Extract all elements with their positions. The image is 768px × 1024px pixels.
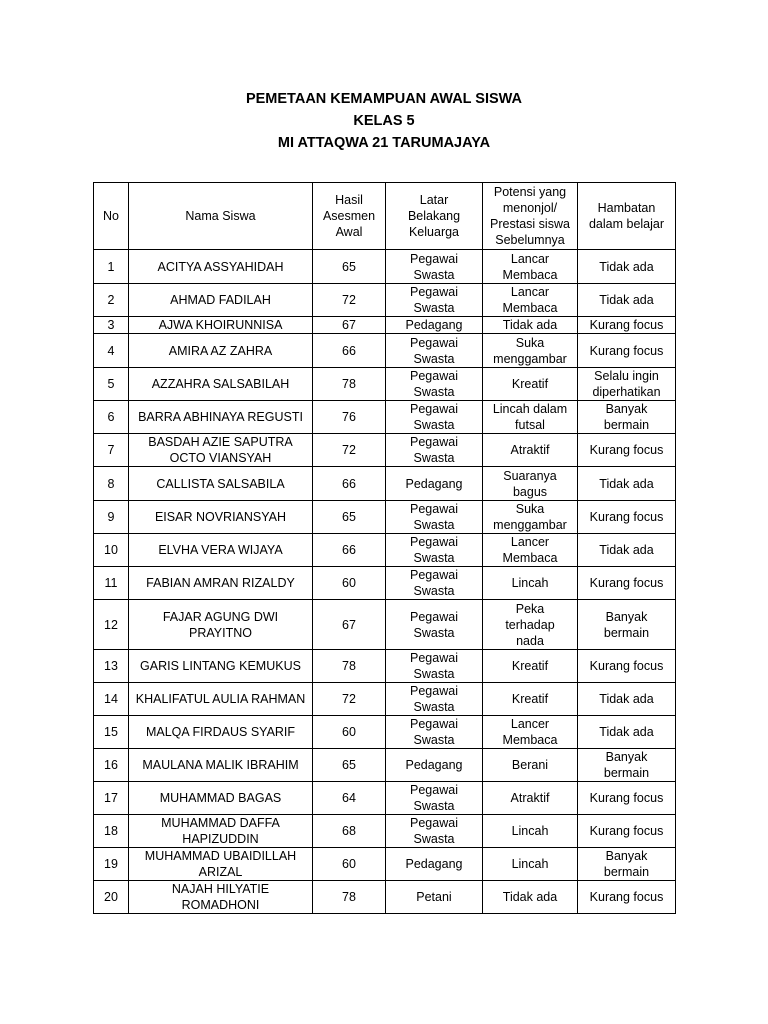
- header-potensi: Potensi yang menonjol/ Prestasi siswa Sebelumnya: [483, 183, 578, 250]
- cell-potensi: Tidak ada: [483, 317, 578, 334]
- cell-latar-belakang: Pegawai Swasta: [386, 567, 483, 600]
- cell-hasil-asesmen: 66: [313, 334, 386, 368]
- table-row: [94, 782, 676, 815]
- cell-nama-siswa: MUHAMMAD BAGAS: [129, 782, 313, 815]
- cell-hambatan: Banyak bermain: [578, 848, 676, 881]
- cell-latar-belakang: Pegawai Swasta: [386, 650, 483, 683]
- cell-hasil-asesmen: 72: [313, 284, 386, 317]
- cell-latar-belakang: Pegawai Swasta: [386, 401, 483, 434]
- cell-potensi: Lancar Membaca: [483, 284, 578, 317]
- cell-hasil-asesmen: 65: [313, 749, 386, 782]
- cell-potensi: Kreatif: [483, 368, 578, 401]
- student-mapping-table: [93, 182, 676, 914]
- table-row: [94, 284, 676, 317]
- table-row: [94, 534, 676, 567]
- table-row: [94, 650, 676, 683]
- cell-hambatan: Tidak ada: [578, 683, 676, 716]
- cell-latar-belakang: Pegawai Swasta: [386, 501, 483, 534]
- cell-nama-siswa: BARRA ABHINAYA REGUSTI: [129, 401, 313, 434]
- cell-latar-belakang: Pegawai Swasta: [386, 334, 483, 368]
- header-hambatan: Hambatan dalam belajar: [578, 183, 676, 250]
- cell-latar-belakang: Pedagang: [386, 317, 483, 334]
- cell-latar-belakang: Pegawai Swasta: [386, 434, 483, 467]
- cell-nama-siswa: FAJAR AGUNG DWI PRAYITNO: [129, 600, 313, 650]
- cell-hambatan: Kurang focus: [578, 317, 676, 334]
- cell-hasil-asesmen: 65: [313, 501, 386, 534]
- cell-potensi: Kreatif: [483, 683, 578, 716]
- title-line-1: PEMETAAN KEMAMPUAN AWAL SISWA: [245, 91, 523, 107]
- title-line-2: KELAS 5: [353, 113, 415, 129]
- cell-nama-siswa: AHMAD FADILAH: [129, 284, 313, 317]
- cell-no: 8: [94, 467, 129, 501]
- table-row: [94, 716, 676, 749]
- cell-no: 15: [94, 716, 129, 749]
- table-body: [94, 250, 676, 914]
- cell-hasil-asesmen: 66: [313, 534, 386, 567]
- cell-hambatan: Kurang focus: [578, 815, 676, 848]
- header-no: No: [94, 183, 129, 250]
- cell-no: 2: [94, 284, 129, 317]
- cell-hambatan: Kurang focus: [578, 434, 676, 467]
- cell-no: 14: [94, 683, 129, 716]
- cell-hasil-asesmen: 67: [313, 317, 386, 334]
- cell-hasil-asesmen: 72: [313, 434, 386, 467]
- cell-latar-belakang: Pegawai Swasta: [386, 782, 483, 815]
- cell-hasil-asesmen: 78: [313, 650, 386, 683]
- cell-hambatan: Tidak ada: [578, 250, 676, 284]
- cell-latar-belakang: Pegawai Swasta: [386, 815, 483, 848]
- cell-latar-belakang: Pedagang: [386, 467, 483, 501]
- cell-nama-siswa: AJWA KHOIRUNNISA: [129, 317, 313, 334]
- cell-no: 11: [94, 567, 129, 600]
- cell-hasil-asesmen: 68: [313, 815, 386, 848]
- cell-hasil-asesmen: 60: [313, 716, 386, 749]
- cell-hambatan: Tidak ada: [578, 534, 676, 567]
- cell-latar-belakang: Pegawai Swasta: [386, 368, 483, 401]
- table-row: [94, 815, 676, 848]
- cell-no: 20: [94, 881, 129, 914]
- table-row: [94, 749, 676, 782]
- cell-no: 16: [94, 749, 129, 782]
- cell-latar-belakang: Pedagang: [386, 749, 483, 782]
- cell-latar-belakang: Pegawai Swasta: [386, 250, 483, 284]
- cell-latar-belakang: Petani: [386, 881, 483, 914]
- header-latar-belakang: Latar Belakang Keluarga: [386, 183, 483, 250]
- cell-potensi: Lincah: [483, 815, 578, 848]
- cell-nama-siswa: CALLISTA SALSABILA: [129, 467, 313, 501]
- table-row: [94, 501, 676, 534]
- cell-no: 3: [94, 317, 129, 334]
- table-header-row: [94, 183, 676, 250]
- cell-hasil-asesmen: 78: [313, 368, 386, 401]
- cell-hambatan: Tidak ada: [578, 467, 676, 501]
- cell-no: 13: [94, 650, 129, 683]
- cell-no: 6: [94, 401, 129, 434]
- cell-nama-siswa: FABIAN AMRAN RIZALDY: [129, 567, 313, 600]
- cell-latar-belakang: Pegawai Swasta: [386, 600, 483, 650]
- cell-nama-siswa: NAJAH HILYATIE ROMADHONI: [129, 881, 313, 914]
- document-title: [0, 88, 768, 154]
- cell-nama-siswa: MUHAMMAD DAFFA HAPIZUDDIN: [129, 815, 313, 848]
- cell-potensi: Kreatif: [483, 650, 578, 683]
- cell-hambatan: Banyak bermain: [578, 749, 676, 782]
- cell-no: 5: [94, 368, 129, 401]
- cell-hambatan: Selalu ingin diperhatikan: [578, 368, 676, 401]
- cell-hambatan: Banyak bermain: [578, 600, 676, 650]
- table-row: [94, 848, 676, 881]
- table-row: [94, 250, 676, 284]
- cell-potensi: Lancer Membaca: [483, 534, 578, 567]
- table-row: [94, 683, 676, 716]
- header-hasil-asesmen: Hasil Asesmen Awal: [313, 183, 386, 250]
- header-nama-siswa: Nama Siswa: [129, 183, 313, 250]
- cell-nama-siswa: EISAR NOVRIANSYAH: [129, 501, 313, 534]
- table-row: [94, 434, 676, 467]
- cell-potensi: Suka menggambar: [483, 334, 578, 368]
- cell-hasil-asesmen: 64: [313, 782, 386, 815]
- cell-nama-siswa: BASDAH AZIE SAPUTRA OCTO VIANSYAH: [129, 434, 313, 467]
- cell-hasil-asesmen: 67: [313, 600, 386, 650]
- cell-potensi: Tidak ada: [483, 881, 578, 914]
- cell-hasil-asesmen: 65: [313, 250, 386, 284]
- title-line-3: MI ATTAQWA 21 TARUMAJAYA: [277, 135, 491, 151]
- cell-hambatan: Kurang focus: [578, 501, 676, 534]
- cell-nama-siswa: MUHAMMAD UBAIDILLAH ARIZAL: [129, 848, 313, 881]
- table-row: [94, 600, 676, 650]
- cell-hambatan: Tidak ada: [578, 284, 676, 317]
- cell-no: 9: [94, 501, 129, 534]
- cell-nama-siswa: MALQA FIRDAUS SYARIF: [129, 716, 313, 749]
- cell-potensi: Lancer Membaca: [483, 716, 578, 749]
- cell-no: 12: [94, 600, 129, 650]
- cell-latar-belakang: Pedagang: [386, 848, 483, 881]
- cell-hasil-asesmen: 60: [313, 848, 386, 881]
- cell-hasil-asesmen: 76: [313, 401, 386, 434]
- cell-no: 10: [94, 534, 129, 567]
- cell-nama-siswa: KHALIFATUL AULIA RAHMAN: [129, 683, 313, 716]
- cell-potensi: Lancar Membaca: [483, 250, 578, 284]
- cell-hambatan: Kurang focus: [578, 567, 676, 600]
- cell-potensi: Lincah: [483, 567, 578, 600]
- table-row: [94, 317, 676, 334]
- cell-nama-siswa: AMIRA AZ ZAHRA: [129, 334, 313, 368]
- cell-potensi: Peka terhadap nada: [483, 600, 578, 650]
- cell-hambatan: Tidak ada: [578, 716, 676, 749]
- table-row: [94, 334, 676, 368]
- cell-latar-belakang: Pegawai Swasta: [386, 534, 483, 567]
- cell-no: 1: [94, 250, 129, 284]
- cell-latar-belakang: Pegawai Swasta: [386, 683, 483, 716]
- cell-potensi: Lincah dalam futsal: [483, 401, 578, 434]
- cell-hasil-asesmen: 66: [313, 467, 386, 501]
- cell-potensi: Suaranya bagus: [483, 467, 578, 501]
- cell-nama-siswa: MAULANA MALIK IBRAHIM: [129, 749, 313, 782]
- cell-no: 4: [94, 334, 129, 368]
- cell-no: 17: [94, 782, 129, 815]
- cell-potensi: Lincah: [483, 848, 578, 881]
- cell-hasil-asesmen: 72: [313, 683, 386, 716]
- cell-hambatan: Kurang focus: [578, 881, 676, 914]
- cell-nama-siswa: ELVHA VERA WIJAYA: [129, 534, 313, 567]
- cell-no: 7: [94, 434, 129, 467]
- cell-nama-siswa: ACITYA ASSYAHIDAH: [129, 250, 313, 284]
- cell-hasil-asesmen: 60: [313, 567, 386, 600]
- cell-potensi: Berani: [483, 749, 578, 782]
- table-row: [94, 567, 676, 600]
- cell-potensi: Atraktif: [483, 782, 578, 815]
- cell-hambatan: Kurang focus: [578, 334, 676, 368]
- table-row: [94, 368, 676, 401]
- cell-no: 19: [94, 848, 129, 881]
- cell-potensi: Atraktif: [483, 434, 578, 467]
- cell-nama-siswa: AZZAHRA SALSABILAH: [129, 368, 313, 401]
- cell-hasil-asesmen: 78: [313, 881, 386, 914]
- cell-hambatan: Kurang focus: [578, 782, 676, 815]
- cell-latar-belakang: Pegawai Swasta: [386, 284, 483, 317]
- cell-hambatan: Kurang focus: [578, 650, 676, 683]
- table-row: [94, 467, 676, 501]
- cell-no: 18: [94, 815, 129, 848]
- table-row: [94, 881, 676, 914]
- cell-potensi: Suka menggambar: [483, 501, 578, 534]
- table-row: [94, 401, 676, 434]
- cell-nama-siswa: GARIS LINTANG KEMUKUS: [129, 650, 313, 683]
- cell-hambatan: Banyak bermain: [578, 401, 676, 434]
- cell-latar-belakang: Pegawai Swasta: [386, 716, 483, 749]
